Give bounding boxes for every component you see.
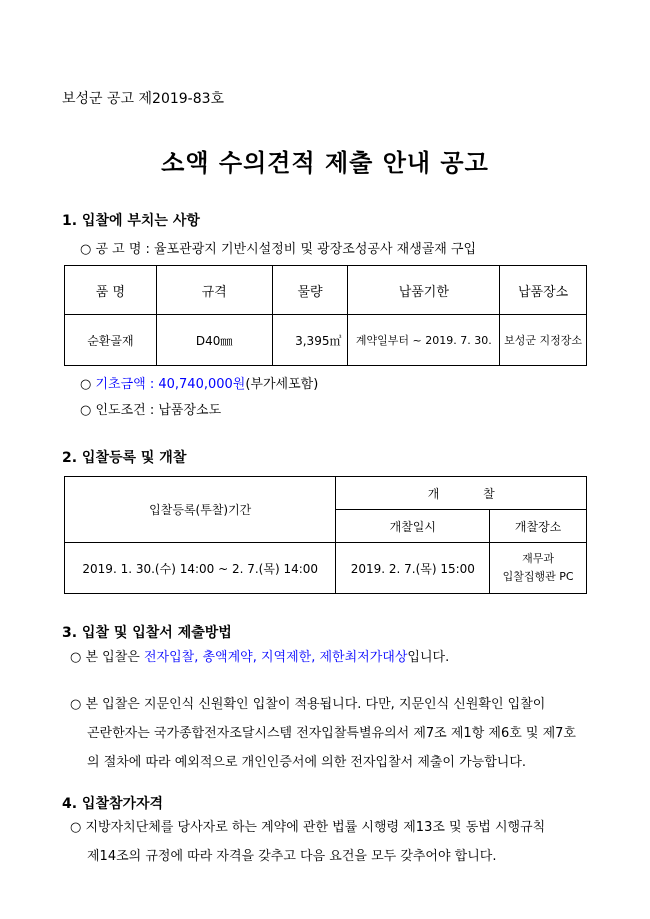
base-amount-line	[80, 373, 318, 392]
cell-spec: D40㎜	[156, 315, 272, 366]
subject-line: ○ 공 고 명 : 율포관광지 기반시설정비 및 광장조성공사 재생골재 구입	[80, 242, 477, 257]
section1-heading: 1. 입찰에 부치는 사항	[62, 213, 200, 229]
cell-item-name: 순환골재	[65, 315, 157, 366]
schedule-table	[64, 476, 587, 594]
section3-item2	[70, 690, 620, 777]
cell-deadline: 계약일부터 ~ 2019. 7. 30.	[348, 315, 500, 366]
delivery-terms: ○ 인도조건 : 납품장소도	[80, 403, 222, 418]
document-title: 소액 수의견적 제출 안내 공고	[161, 149, 489, 177]
opening-place-header: 개찰장소	[490, 510, 587, 543]
registration-header: 입찰등록(투찰)기간	[65, 477, 336, 543]
notice-number: 보성군 공고 제2019-83호	[62, 91, 225, 107]
section4-heading: 4. 입찰참가자격	[62, 796, 164, 812]
cell-delivery-place: 보성군 지정장소	[500, 315, 587, 366]
header-item-name: 품 명	[65, 266, 157, 315]
header-spec: 규격	[156, 266, 272, 315]
section2-heading: 2. 입찰등록 및 개찰	[62, 450, 187, 466]
item1-prefix: ○ 본 입찰은	[70, 650, 144, 665]
section3-heading: 3. 입찰 및 입찰서 제출방법	[62, 625, 232, 641]
opening-place	[490, 543, 587, 594]
opening-header: 개 찰	[336, 477, 587, 510]
item1-suffix: 입니다.	[407, 650, 450, 665]
base-amount-suffix: (부가세포함)	[245, 377, 319, 392]
opening-datetime: 2019. 2. 7.(목) 15:00	[336, 543, 490, 594]
table-row	[65, 543, 587, 594]
item-table	[64, 265, 587, 366]
item2-line3: 의 절차에 따라 예외적으로 개인인증서에 의한 전자입찰서 제출이 가능합니다.	[87, 755, 527, 770]
header-delivery-place: 납품장소	[500, 266, 587, 315]
header-quantity: 물량	[272, 266, 348, 315]
section3-item1	[70, 646, 449, 665]
table-row	[65, 315, 587, 366]
item2-line2: 곤란한자는 국가종합전자조달시스템 전자입찰특별유의서 제7조 제1항 제6호 및 제7호	[87, 726, 576, 741]
opening-date-header: 개찰일시	[336, 510, 490, 543]
opening-place-line1: 재무과	[522, 552, 555, 565]
section4-item1	[70, 813, 620, 871]
opening-place-line2: 입찰집행관 PC	[502, 570, 574, 583]
base-amount-prefix: ○	[80, 377, 96, 392]
section4-line2: 제14조의 규정에 따라 자격을 갖추고 다음 요건을 모두 갖추어야 합니다.	[87, 849, 497, 864]
item-table-header	[65, 266, 587, 315]
base-amount-label: 기초금액 : 40,740,000원	[95, 377, 246, 392]
registration-period: 2019. 1. 30.(수) 14:00 ~ 2. 7.(목) 14:00	[65, 543, 336, 594]
section4-line1: ○ 지방자치단체를 당사자로 하는 계약에 관한 법률 시행령 제13조 및 동법 시행규칙	[70, 820, 546, 835]
item2-line1: ○ 본 입찰은 지문인식 신원확인 입찰이 적용됩니다. 다만, 지문인식 신원확인 입찰이	[70, 697, 546, 712]
cell-quantity: 3,395㎥	[272, 315, 348, 366]
item1-highlight: 전자입찰, 총액계약, 지역제한, 제한최저가대상	[143, 650, 408, 665]
header-deadline: 납품기한	[348, 266, 500, 315]
